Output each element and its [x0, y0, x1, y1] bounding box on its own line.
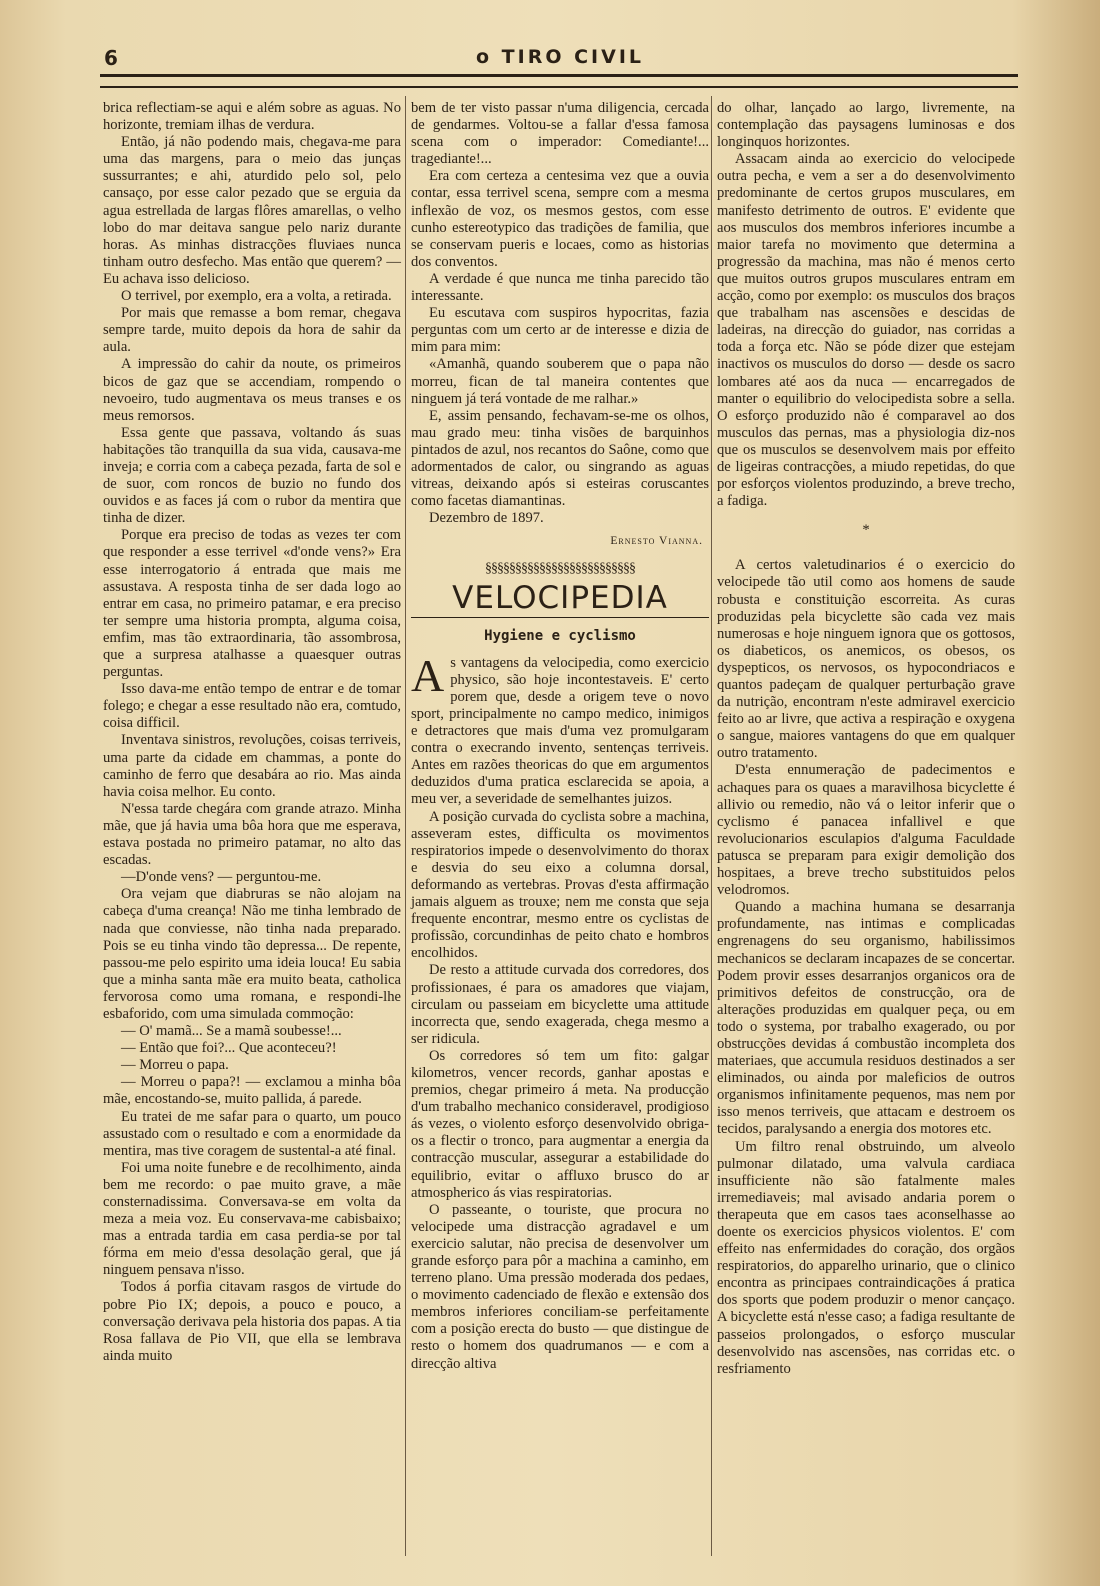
author-signature: Ernesto Vianna. — [610, 535, 703, 548]
paragraph: Essa gente que passava, voltando ás suas habitações tão tranquilla da sua vida, causava-me inveja; e corria com a cabeça pezada, farta de sol e de suor, com roncos de buzio no fundo dos ouvidos e as faces já com o rubor da mentira que tinha de dizer. — [103, 424, 401, 527]
dialogue-line: — Então que foi?... Que aconteceu?! — [121, 1040, 337, 1057]
paragraph: Os corredores só tem um fito: galgar kilometros, vencer records, ganhar apostas e premios, chegar primeiro á meta. Na producção d'um trabalho mechanico consideravel, prodigioso ás vezes, o violento esforço desenvolvido obriga-os a flectir o tronco, para augmentar a energia da contracção muscular, assegurar a estabilidade do equilibrio, evitar o affluxo brusco do ar atmospherico ás vias respiratorias. — [411, 1047, 709, 1201]
page-number: 6 — [104, 46, 118, 70]
page-header — [100, 44, 1020, 74]
paragraph: Um filtro renal obstruindo, um alveolo pulmonar dilatado, uma valvula cardiaca insufficiente não são fatalmente males irremediaveis; mal avisado andaria porem o therapeuta que em casos taes aconselhasse ao doente os exercicios physicos violentos. E' com effeito nas enfermidades do coração, dos orgãos respiratorios, do apparelho urinario, que o clinico encontra as principaes contraindicações á pratica dos sports que podem produzir o menor cançaço. A bicyclette está n'esse caso; a fadiga resultante de passeios prolongados, o esforço muscular desenvolvido nas ascensões, nas corridas etc. o resfriamento — [717, 1138, 1015, 1377]
paragraph: Todos á porfia citavam rasgos de virtude do pobre Pio IX; depois, a pouco e pouco, a conversação derivava pela historia dos papas. A tia Rosa fallava de Pio VII, que ella se lembrava ainda muito — [103, 1279, 401, 1364]
dialogue-line: — O' mamã... Se a mamã soubesse!... — [121, 1023, 342, 1040]
paragraph: —D'onde vens? — perguntou-me. — [121, 869, 322, 886]
paragraph: A posição curvada do cyclista sobre a machina, asseveram estes, difficulta os movimentos respiratorios impede o desenvolvimento do thorax e desvia do seu eixo a columna dorsal, deformando as vertebras. Provas d'esta affirmação jamais alguem as trouxe; nem me consta que seja frequente encontrar, mesmo entre os cyclistas de profissão, corcundinhas de peito chato e hombros encolhidos. — [411, 808, 709, 962]
paragraph: Eu escutava com suspiros hypocritas, fazia perguntas com um certo ar de interesse e dizia de mim para mim: — [411, 305, 709, 356]
paragraph: A impressão do cahir da noute, os primeiros bicos de gaz que se accendiam, rompendo o nevoeiro, tudo augmentava os meus transes e os meus remorsos. — [103, 356, 401, 424]
paragraph: O terrivel, por exemplo, era a volta, a retirada. — [121, 288, 392, 305]
paragraph: bem de ter visto passar n'uma diligencia, cercada de gendarmes. Voltou-se a fallar d'essa famosa scena com o imperador: Comediante!... tragediante!... — [411, 100, 709, 168]
paragraph: Porque era preciso de todas as vezes ter com que responder a esse terrivel «d'onde vens?» Era esse interrogatorio á entrada que mais me assustava. A resposta tinha de ser dada logo ao entrar em casa, no primeiro patamar, e era preciso ter sempre uma historia prompta, alguma coisa, emfim, mas tão extraordinaria, tão assombrosa, que a surpresa atalhasse a quaesquer outras perguntas. — [103, 527, 401, 681]
paragraph: De resto a attitude curvada dos corredores, dos profissionaes, é para os amadores que viajam, circulam ou passeiam em bicyclette uma attitude incorrecta que, sendo exagerada, chega mesmo a ser ridicula. — [411, 962, 709, 1047]
drop-cap: A — [411, 649, 445, 701]
article-subtitle: Hygiene e cyclismo — [484, 627, 636, 644]
header-double-rule — [100, 74, 1018, 88]
paragraph: Ora vejam que diabruras se não alojam na cabeça d'uma creança! Não me tinha lembrado de nada que conviesse, não tinha nada preparado. Pois se eu tinha vindo tão depressa... De repente, passou-me pelo espirito uma ideia louca! Eu sabia que a minha santa mãe era muito beata, catholica fervorosa como uma romana, e respondi-lhe esbaforido, com uma simulada commoção: — [103, 886, 401, 1022]
paragraph: Eu tratei de me safar para o quarto, um pouco assustado com o resultado e com a enormidade da mentira, mas tive coragem de sustental-a até final. — [103, 1108, 401, 1159]
section-asterisk: * — [862, 522, 870, 539]
paragraph: E, assim pensando, fechavam-se-me os olhos, mau grado meu: tinha visões de barquinhos pintados de azul, nos recantos do Saône, como que adormentados de calor, ou singrando as aguas vitreas, deixando após si esteiras coruscantes como facetas diamantinas. — [411, 407, 709, 510]
dialogue-line: — Morreu o papa?! — exclamou a minha bôa mãe, encostando-se, muito pallida, á parede. — [103, 1074, 401, 1108]
paragraph: A certos valetudinarios é o exercicio do velocipede tão util como aos homens de saude robusta e constituição escorreita. As curas produzidas pela bicyclette são cada vez mais numerosas e hoje ninguem ignora que os gottosos, os diabeticos, os anemicos, os obesos, os dyspepticos, os nervosos, os hypocondriacos e quantos padeçam de qualquer perturbação grave da nutrição, encontram n'este admiravel exercicio feito ao ar livre, que activa a respiração e oxygena o sangue, maiores vantagens do que em qualquer outro tratamento. — [717, 557, 1015, 762]
paragraph: Quando a machina humana se desarranja profundamente, nas intimas e complicadas engrenagens do seu organismo, habilissimos mechanicos se declaram incapazes de se concertar. Podem provir esses desarranjos organicos ora de primitivos defeitos de construcção, ora de alterações produzidas em qualquer peça, ou em todo o systema, por trabalho exagerado, ou por obstrucções devidas á combustão incompleta dos materiaes, que accumula residuos destinados a ser eliminados, ou ainda por maleficios de outros organismos infinitamente pequenos, mas nem por isso menos terriveis, que attacam e destroem os tecidos, paralysando a energia dos motores etc. — [717, 899, 1015, 1138]
dialogue-line: — Morreu o papa. — [121, 1057, 229, 1074]
paragraph-text: s vantagens da velocipedia, como exercicio physico, são hoje incontestaveis. E' certo porem que, desde a origem teve o novo sport, principalmente no campo medico, inimigos e detractores que mais d'uma vez promulgaram contra o execrando invento, sentenças terriveis. Antes em razões theoricas do que em argumentos deduzidos d'uma pratica esclarecida se apoia, a meu ver, a severidade de semelhantes juizos. — [411, 654, 709, 808]
ornament-divider: §§§§§§§§§§§§§§§§§§§§§§§§§ — [485, 561, 635, 577]
paragraph: Isso dava-me então tempo de entrar e de tomar folego; e chegar a esse resultado não era, comtudo, coisa difficil. — [103, 681, 401, 732]
paragraph: N'essa tarde chegára com grande atrazo. Minha mãe, que já havia uma bôa hora que me esperava, estava postada no primeiro patamar, no alto das escadas. — [103, 800, 401, 869]
paragraph: O passeante, o touriste, que procura no velocipede uma distracção agradavel e um exercicio salutar, não precisa de desenvolver um grande esforço para pôr a machina a caminho, em terreno plano. Uma pressão moderada dos pedaes, o movimento cadenciado de flexão e extensão dos membros inferiores conciliam-se perfeitamente com a posição erecta do busto — que distingue de resto o homem dos quadrumanos — e com a direcção altiva — [411, 1201, 709, 1372]
paragraph: Foi uma noite funebre e de recolhimento, ainda bem me recordo: o pae muito grave, a mãe consternadissima. Conversava-se em volta da meza a meia voz. Eu conservava-me cabisbaixo; mas a entrada tardia em casa perdia-se por tal fórma em meio d'essa desolação geral, que já ninguem pensava n'isso. — [103, 1159, 401, 1279]
column-3 — [717, 100, 1015, 1378]
paragraph: Então, já não podendo mais, chegava-me para uma das margens, para o meio das junças sussurrantes; e ahi, aturdido pelo sol, pelo cansaço, por esse calor pezado que se erguia da agua estrellada de largas flôres amarellas, o velho lobo do mar deitava sangue pelo nariz durante horas. As minhas distracções fluviaes nunca tinham outro desfecho. Mas então que querem? — Eu achava isso delicioso. — [103, 134, 401, 287]
paragraph: D'esta ennumeração de padecimentos e achaques para os quaes a maravilhosa bicyclette é allivio ou remedio, não vá o leitor inferir que o cyclismo é panacea infallivel e que revolucionarios esculapios d'alguma Faculdade patusca se preparam para exigir demolição dos hospitaes, a breve trecho substituidos pelos velodromos. — [717, 762, 1015, 899]
paragraph: brica reflectiam-se aqui e além sobre as aguas. No horizonte, tremiam ilhas de verdura. — [103, 100, 401, 134]
paragraph: A verdade é que nunca me tinha parecido tão interessante. — [411, 270, 709, 305]
masthead-title: o TIRO CIVIL — [476, 46, 644, 68]
column-divider — [405, 96, 406, 1556]
column-divider — [711, 96, 712, 1556]
column-1 — [103, 100, 401, 1365]
article-date: Dezembro de 1897. — [429, 510, 544, 527]
paragraph — [411, 649, 709, 809]
paragraph: Por mais que remasse a bom remar, chegava sempre tarde, muito depois da hora de sahir da aula. — [103, 305, 401, 356]
paragraph: Era com certeza a centesima vez que a ouvia contar, essa terrivel scena, sempre com a mesma inflexão de voz, os mesmos gestos, com esse cunho estereotypico das tradições de familia, que se conservam pueris e locaes, como as historias dos conventos. — [411, 168, 709, 270]
paragraph: Inventava sinistros, revoluções, coisas terriveis, uma parte da cidade em chammas, a ponte do caminho de ferro que desabára ao rio. Mas ainda havia coisa melhor. Eu conto. — [103, 732, 401, 800]
paragraph: Assacam ainda ao exercicio do velocipede outra pecha, e vem a ser a do desenvolvimento predominante de certos grupos musculares, em manifesto detrimento de outros. E' evidente que aos musculos dos membros inferiores incumbe a maior tarefa no movimento que determina a progressão da machina, mas não é menos certo que muitos outros grupos musculares entram em acção, como por exemplo: os musculos dos braços que trabalham nas ascensões e descidas de ladeiras, na direcção do guiador, nas corridas a toda a força etc. Não se póde dizer que estejam inactivos os musculos do dorso — desde os sacro lombares até aos da nuca — encarregados de manter o equilibrio do velocipedista sobre a sella. O esforço produzido não é comparavel ao dos musculos das pernas, mas a physiologia diz-nos que os musculos se desenvolvem mais por effeito de ligeiras contracções, a miudo repetidas, do que por esforços violentos produzindo, a breve trecho, a fadiga. — [717, 151, 1015, 510]
column-2 — [411, 100, 709, 1373]
paragraph: «Amanhã, quando souberem que o papa não morreu, fican de tal maneira contentes que ninguem já terá vontade de me ralhar.» — [411, 356, 709, 407]
section-title: VELOCIPEDIA — [411, 584, 709, 618]
paragraph: do olhar, lançado ao largo, livremente, na contemplação das paysagens luminosas e dos longinquos horizontes. — [717, 100, 1015, 151]
